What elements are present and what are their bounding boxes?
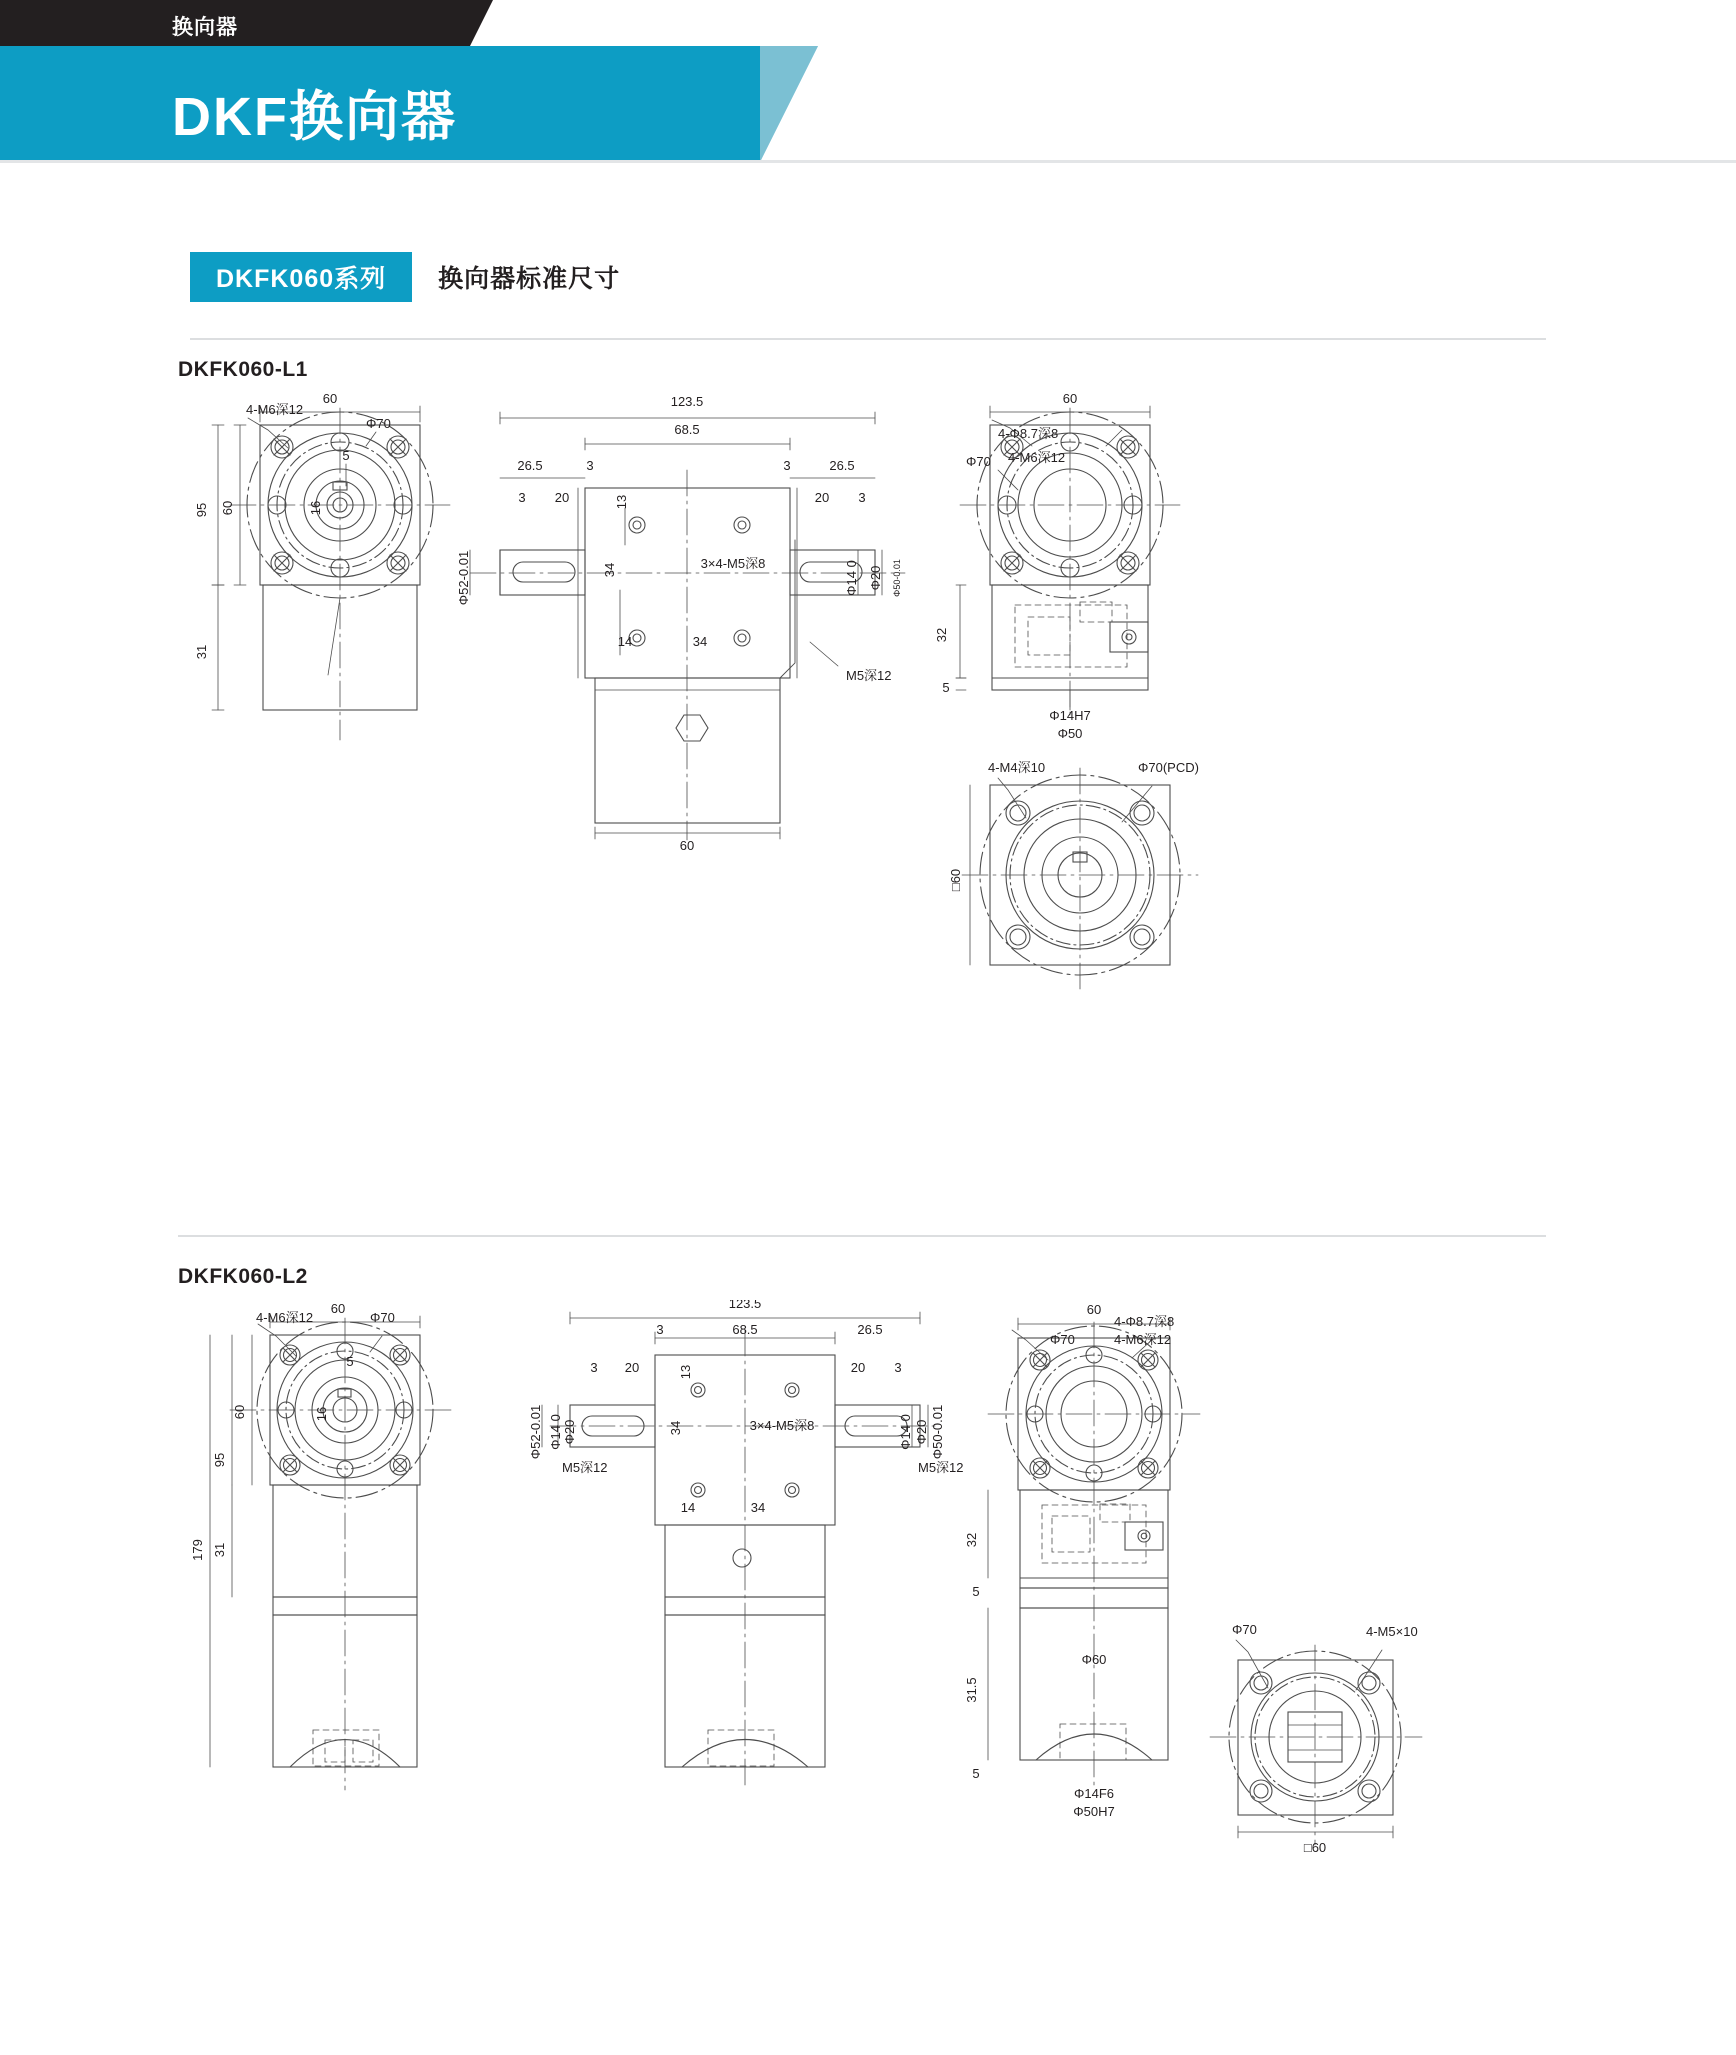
svg-text:20: 20 xyxy=(850,1360,866,1375)
svg-text:13: 13 xyxy=(614,494,629,510)
svg-text:5: 5 xyxy=(972,1766,980,1781)
page-title-band xyxy=(0,46,1736,162)
svg-text:3×4-M5深8: 3×4-M5深8 xyxy=(749,1418,815,1433)
svg-text:Φ14 0: Φ14 0 xyxy=(898,1414,913,1450)
svg-text:□60: □60 xyxy=(948,868,963,892)
svg-text:M5深12: M5深12 xyxy=(562,1460,608,1475)
title-band-accent-wedge xyxy=(760,46,818,162)
series-tag: DKFK060系列 xyxy=(190,252,412,302)
svg-text:60: 60 xyxy=(679,838,695,853)
svg-text:Φ20: Φ20 xyxy=(914,1419,929,1445)
svg-text:□60: □60 xyxy=(1303,1840,1327,1855)
svg-text:14: 14 xyxy=(617,634,633,649)
category-label: 换向器 xyxy=(172,16,238,39)
svg-text:Φ50-0.01: Φ50-0.01 xyxy=(892,559,902,597)
svg-text:32: 32 xyxy=(934,627,949,643)
svg-text:34: 34 xyxy=(750,1500,766,1515)
block-label-l1: DKFK060-L1 xyxy=(178,358,308,381)
header-divider xyxy=(0,160,1736,163)
svg-text:32: 32 xyxy=(964,1532,979,1548)
svg-text:Φ70(PCD): Φ70(PCD) xyxy=(1138,760,1199,775)
page-title: DKF换向器 xyxy=(172,87,457,147)
svg-text:26.5: 26.5 xyxy=(829,458,855,473)
svg-text:3: 3 xyxy=(586,458,594,473)
svg-text:31.5: 31.5 xyxy=(964,1677,979,1703)
svg-text:60: 60 xyxy=(330,1301,346,1316)
svg-text:Φ70: Φ70 xyxy=(966,454,991,469)
svg-text:68.5: 68.5 xyxy=(674,422,700,437)
svg-text:Φ50-0.01: Φ50-0.01 xyxy=(930,1404,945,1460)
svg-text:Φ14F6: Φ14F6 xyxy=(1073,1786,1115,1801)
svg-text:4-M4深10: 4-M4深10 xyxy=(988,760,1046,775)
svg-text:Φ14 0: Φ14 0 xyxy=(844,560,859,596)
section-title: 换向器标准尺寸 xyxy=(438,265,621,293)
svg-text:31: 31 xyxy=(212,1542,227,1558)
svg-text:4-M6深12: 4-M6深12 xyxy=(246,402,304,417)
svg-text:Φ70: Φ70 xyxy=(1232,1622,1257,1637)
svg-text:Φ14H7: Φ14H7 xyxy=(1049,708,1091,723)
svg-text:60: 60 xyxy=(220,500,235,516)
svg-text:60: 60 xyxy=(322,391,338,406)
svg-text:4-M6深12: 4-M6深12 xyxy=(256,1310,314,1325)
svg-text:5: 5 xyxy=(346,1354,354,1369)
svg-text:31: 31 xyxy=(194,644,209,660)
block-divider xyxy=(178,1235,1546,1237)
svg-text:20: 20 xyxy=(814,490,830,505)
svg-text:M5深12: M5深12 xyxy=(846,668,892,683)
block-label-l2: DKFK060-L2 xyxy=(178,1265,308,1288)
svg-text:95: 95 xyxy=(194,502,209,518)
svg-text:26.5: 26.5 xyxy=(517,458,543,473)
svg-text:4-M6深12: 4-M6深12 xyxy=(1114,1332,1172,1347)
svg-text:Φ70: Φ70 xyxy=(1050,1332,1075,1347)
svg-text:14: 14 xyxy=(680,1500,696,1515)
section-header xyxy=(190,252,620,302)
svg-text:3×4-M5深8: 3×4-M5深8 xyxy=(700,556,766,571)
svg-text:4-Φ8.7深8: 4-Φ8.7深8 xyxy=(1114,1314,1175,1329)
svg-text:60: 60 xyxy=(1062,391,1078,406)
svg-text:Φ60: Φ60 xyxy=(1081,1652,1107,1667)
svg-text:60: 60 xyxy=(1086,1302,1102,1317)
svg-text:4-Φ8.7深8: 4-Φ8.7深8 xyxy=(998,426,1059,441)
svg-text:Φ20: Φ20 xyxy=(562,1419,577,1445)
technical-drawing-l1 xyxy=(170,390,1570,1220)
svg-text:20: 20 xyxy=(554,490,570,505)
svg-text:68.5: 68.5 xyxy=(732,1322,758,1337)
section-divider xyxy=(190,338,1546,340)
svg-text:13: 13 xyxy=(678,1364,693,1380)
svg-text:3: 3 xyxy=(518,490,526,505)
svg-text:123.5: 123.5 xyxy=(670,394,704,409)
svg-text:16: 16 xyxy=(314,1406,329,1422)
svg-text:95: 95 xyxy=(212,1452,227,1468)
svg-text:5: 5 xyxy=(342,448,350,463)
svg-text:34: 34 xyxy=(692,634,708,649)
technical-drawing-l2 xyxy=(170,1300,1570,2040)
svg-text:4-M6深12: 4-M6深12 xyxy=(1008,450,1066,465)
svg-text:179: 179 xyxy=(190,1539,205,1561)
svg-text:Φ50H7: Φ50H7 xyxy=(1073,1804,1115,1819)
svg-text:3: 3 xyxy=(858,490,866,505)
svg-text:26.5: 26.5 xyxy=(857,1322,883,1337)
svg-text:Φ14 0: Φ14 0 xyxy=(548,1414,563,1450)
svg-text:16: 16 xyxy=(308,500,323,516)
svg-text:20: 20 xyxy=(624,1360,640,1375)
svg-text:Φ70: Φ70 xyxy=(366,416,391,431)
svg-text:M5深12: M5深12 xyxy=(918,1460,964,1475)
svg-text:3: 3 xyxy=(894,1360,902,1375)
svg-text:5: 5 xyxy=(972,1584,980,1599)
svg-text:123.5: 123.5 xyxy=(728,1300,762,1311)
svg-text:Φ52-0.01: Φ52-0.01 xyxy=(456,550,471,606)
svg-text:3: 3 xyxy=(590,1360,598,1375)
top-category-bar xyxy=(0,0,1736,46)
svg-text:3: 3 xyxy=(656,1322,664,1337)
svg-text:4-M5×10: 4-M5×10 xyxy=(1366,1624,1418,1639)
svg-text:34: 34 xyxy=(602,562,617,578)
svg-text:60: 60 xyxy=(232,1404,247,1420)
svg-text:Φ70: Φ70 xyxy=(370,1310,395,1325)
svg-text:Φ20: Φ20 xyxy=(868,565,883,591)
svg-text:Φ52-0.01: Φ52-0.01 xyxy=(528,1404,543,1460)
svg-text:Φ50: Φ50 xyxy=(1057,726,1083,741)
svg-text:34: 34 xyxy=(668,1420,683,1436)
svg-text:3: 3 xyxy=(783,458,791,473)
svg-text:5: 5 xyxy=(942,680,950,695)
